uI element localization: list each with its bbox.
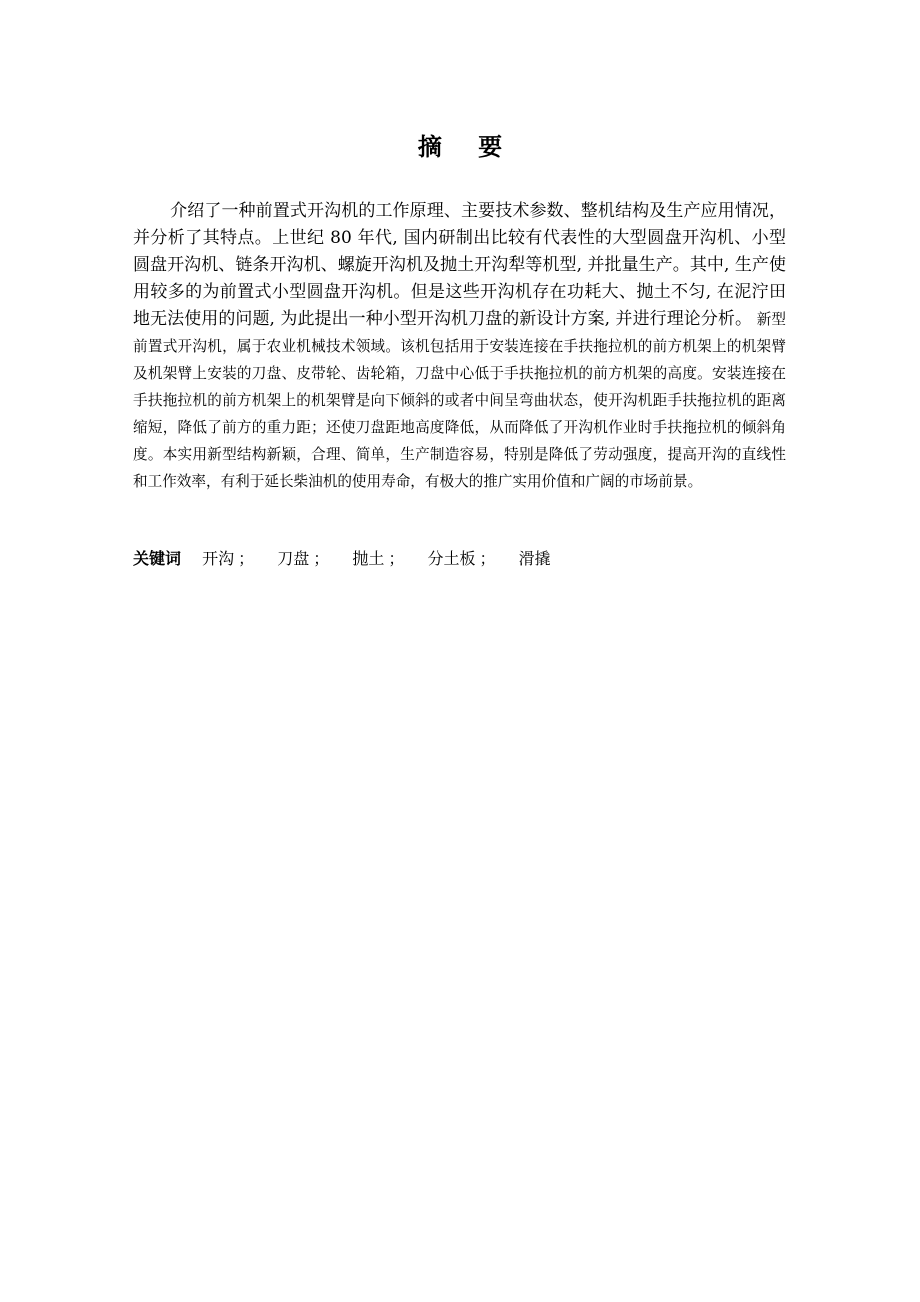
keyword-item: 滑撬 — [518, 549, 551, 568]
keyword-item: 分土板 — [427, 549, 476, 568]
keyword-separator: ； — [313, 549, 330, 568]
keyword-item: 开沟 — [202, 549, 235, 568]
keywords-line — [133, 545, 786, 573]
abstract-paragraph-part1: 介绍了一种前置式开沟机的工作原理、主要技术参数、整机结构及生产应用情况，并分析了其特点。上世纪 80 年代, 国内研制出比较有代表性的大型圆盘开沟机、小型圆盘开沟机、链条开沟机、螺旋开沟机及抛土开沟犁等机型, 并批量生产。其中, 生产使用较多的为前置式小型圆盘开沟机。但是这些开沟机存在功耗大、抛土不匀, 在泥泞田地无法使用的问题, 为此提出一种小型开沟机刀盘的新设计方案, 并进行理论分析。 — [133, 201, 786, 329]
keyword-separator: ； — [388, 549, 405, 568]
abstract-paragraph-part2: 新型前置式开沟机，属于农业机械技术领域。该机包括用于安装连接在手扶拖拉机的前方机架上的机架臂及机架臂上安装的刀盘、皮带轮、齿轮箱，刀盘中心低于手扶拖拉机的前方机架的高度。安装连接在手扶拖拉机的前方机架上的机架臂是向下倾斜的或者中间呈弯曲状态，使开沟机距手扶拖拉机的距离缩短，降低了前方的重力距；还使刀盘距地高度降低，从而降低了开沟机作业时手扶拖拉机的倾斜角度。本实用新型结构新颖，合理、简单，生产制造容易，特别是降低了劳动强度，提高开沟的直线性和工作效率，有利于延长柴油机的使用寿命，有极大的推广实用价值和广阔的市场前景。 — [133, 311, 786, 490]
keyword-item: 刀盘 — [277, 549, 310, 568]
abstract-title: 摘 要 — [417, 133, 517, 161]
abstract-body — [133, 198, 786, 495]
keyword-item: 抛土 — [352, 549, 385, 568]
keyword-separator: ； — [238, 549, 255, 568]
keyword-separator: ； — [479, 549, 496, 568]
keywords-label: 关键词 — [133, 549, 182, 568]
